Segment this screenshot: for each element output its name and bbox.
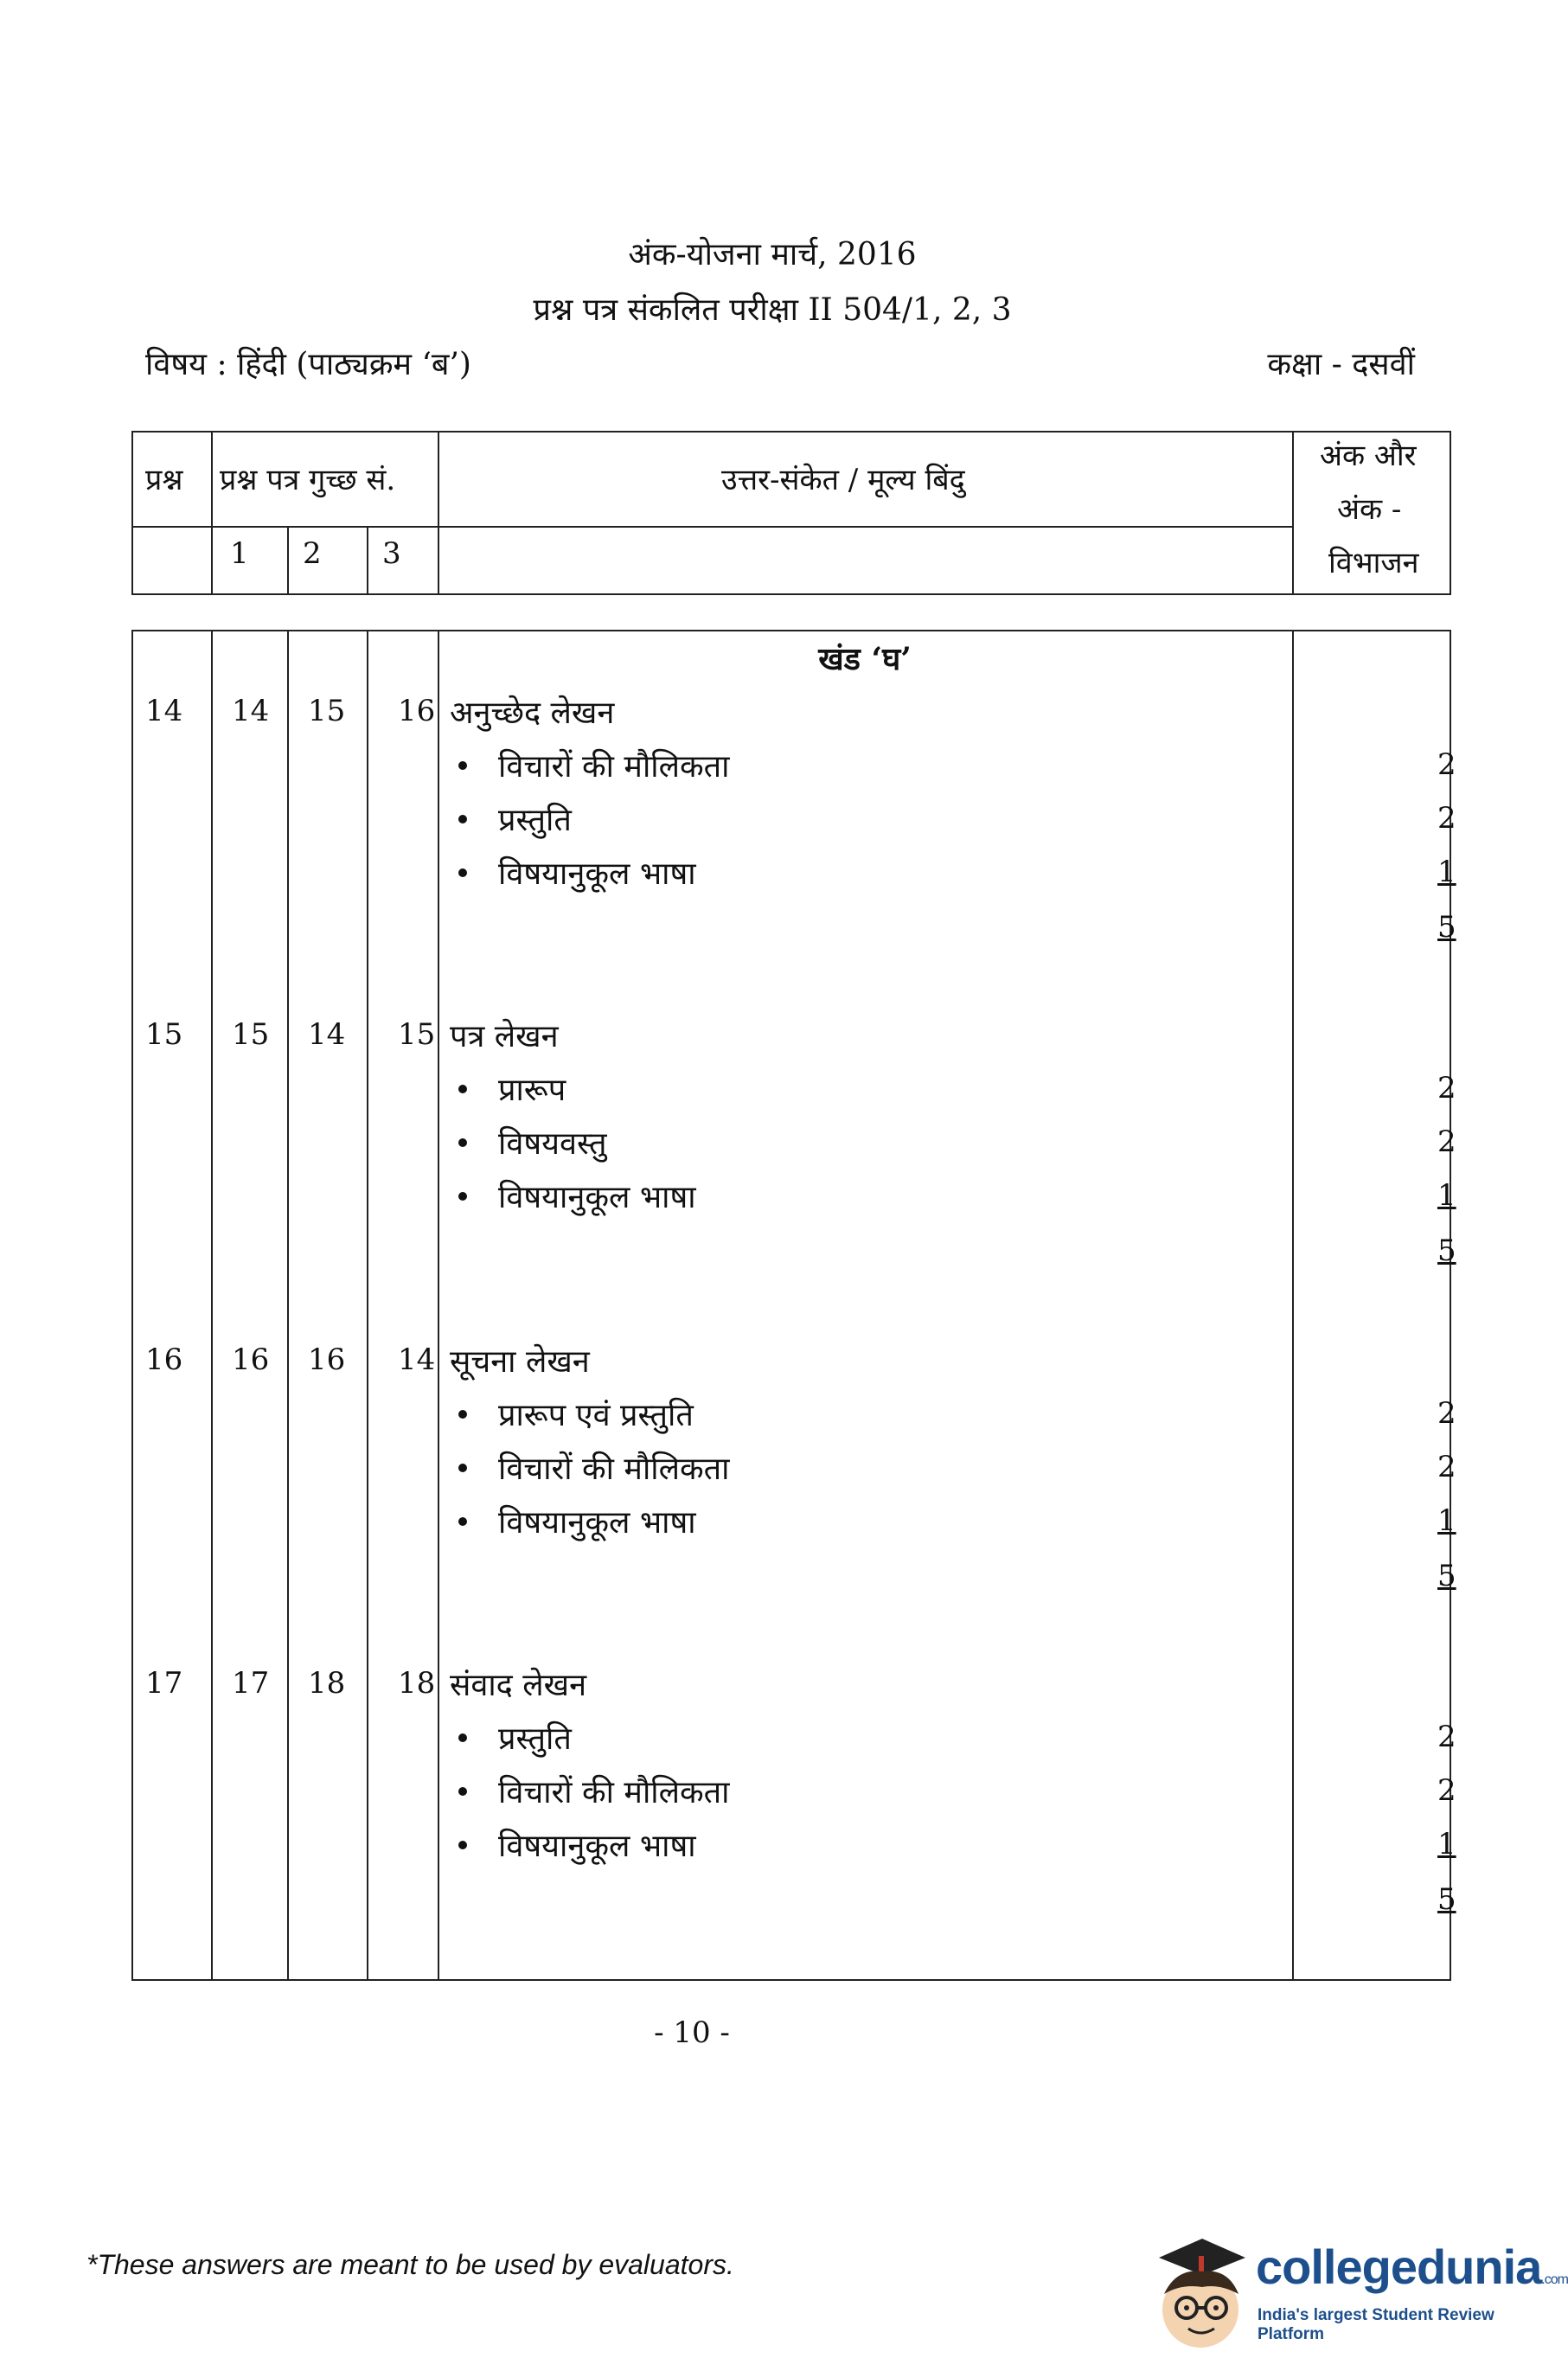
brand-name: collegedunia.com (1256, 2239, 1568, 2294)
mark-total: 5 (1437, 1559, 1456, 1593)
value-point: विचारों की मौलिकता (458, 1446, 730, 1489)
value-point: विषयानुकूल भाषा (458, 1175, 696, 1217)
mark-value: 2 (1437, 1773, 1456, 1808)
question-number: 17 (145, 1666, 183, 1701)
bullet-icon (458, 761, 467, 770)
bullet-icon (458, 815, 467, 823)
bullet-icon (458, 1410, 467, 1419)
bullet-icon (458, 1085, 467, 1093)
mark-value: 2 (1437, 1720, 1456, 1754)
set-1-number: 14 (232, 694, 270, 728)
set-2-number: 14 (308, 1017, 346, 1052)
mark-value: 1 (1437, 1178, 1456, 1213)
question-number: 15 (145, 1017, 183, 1052)
set-3-number: 14 (398, 1342, 436, 1377)
set-3-number: 15 (398, 1017, 436, 1052)
col-set-header: प्रश्न पत्र गुच्छ सं. (220, 463, 396, 497)
set-3-header: 3 (382, 536, 401, 571)
col-marks-header-2: अंक - (1337, 492, 1402, 527)
collegedunia-logo (1142, 2232, 1568, 2353)
page-number: - 10 - (654, 2015, 730, 2050)
set-2-header: 2 (303, 536, 322, 571)
mark-value: 1 (1437, 1503, 1456, 1538)
set-1-number: 16 (232, 1342, 270, 1377)
mark-value: 2 (1437, 801, 1456, 836)
exam-title: प्रश्न पत्र संकलित परीक्षा II 504/1, 2, 3 (533, 292, 1012, 328)
bullet-icon (458, 1464, 467, 1472)
bullet-icon (458, 1733, 467, 1742)
mark-value: 1 (1437, 855, 1456, 889)
set-1-number: 17 (232, 1666, 270, 1701)
bullet-icon (458, 1138, 467, 1147)
value-point: प्रारूप (458, 1067, 566, 1110)
mark-value: 2 (1437, 747, 1456, 782)
question-number: 16 (145, 1342, 183, 1377)
mark-total: 5 (1437, 1882, 1456, 1917)
col-marks-header-1: अंक और (1320, 439, 1417, 473)
question-title: अनुच्छेद लेखन (450, 695, 615, 731)
value-point: विषयानुकूल भाषा (458, 1823, 696, 1866)
mark-total: 5 (1437, 910, 1456, 945)
col-answer-header: उत्तर-संकेत / मूल्य बिंदु (721, 463, 965, 497)
mascot-icon (1142, 2232, 1254, 2353)
subject-label: विषय : हिंदी (पाठ्यक्रम ‘ब’) (145, 347, 471, 382)
mark-value: 2 (1437, 1450, 1456, 1484)
value-point: प्रारूप एवं प्रस्तुति (458, 1393, 694, 1435)
value-point: विचारों की मौलिकता (458, 744, 730, 786)
set-2-number: 16 (308, 1342, 346, 1377)
mark-value: 1 (1437, 1827, 1456, 1861)
question-title: पत्र लेखन (450, 1019, 559, 1054)
set-3-number: 18 (398, 1666, 436, 1701)
question-title: सूचना लेखन (450, 1344, 590, 1380)
value-point: प्रस्तुति (458, 798, 572, 840)
col-marks-header-3: विभाजन (1328, 546, 1419, 580)
mark-total: 5 (1437, 1233, 1456, 1268)
value-point: प्रस्तुति (458, 1716, 572, 1759)
mark-value: 2 (1437, 1125, 1456, 1159)
header-table (131, 431, 1451, 595)
set-2-number: 18 (308, 1666, 346, 1701)
brand-tagline: India's largest Student Review Platform (1258, 2306, 1494, 2343)
set-1-number: 15 (232, 1017, 270, 1052)
set-2-number: 15 (308, 694, 346, 728)
bullet-icon (458, 868, 467, 877)
answer-table (131, 630, 1456, 1981)
set-1-header: 1 (230, 536, 249, 571)
question-number: 14 (145, 694, 183, 728)
marking-scheme-title: अंक-योजना मार्च, 2016 (628, 237, 917, 272)
section-title: खंड ‘घ’ (818, 641, 912, 677)
class-label: कक्षा - दसवीं (1267, 347, 1415, 382)
col-question-header: प्रश्न (145, 463, 183, 497)
bullet-icon (458, 1192, 467, 1201)
mark-value: 2 (1437, 1071, 1456, 1105)
bullet-icon (458, 1841, 467, 1849)
value-point: विषयवस्तु (458, 1121, 607, 1163)
mark-value: 2 (1437, 1396, 1456, 1431)
value-point: विषयानुकूल भाषा (458, 851, 696, 894)
footer-note: *These answers are meant to be used by evaluators. (86, 2249, 734, 2280)
question-title: संवाद लेखन (450, 1668, 587, 1703)
set-3-number: 16 (398, 694, 436, 728)
bullet-icon (458, 1517, 467, 1526)
value-point: विचारों की मौलिकता (458, 1770, 730, 1812)
bullet-icon (458, 1787, 467, 1796)
value-point: विषयानुकूल भाषा (458, 1500, 696, 1542)
